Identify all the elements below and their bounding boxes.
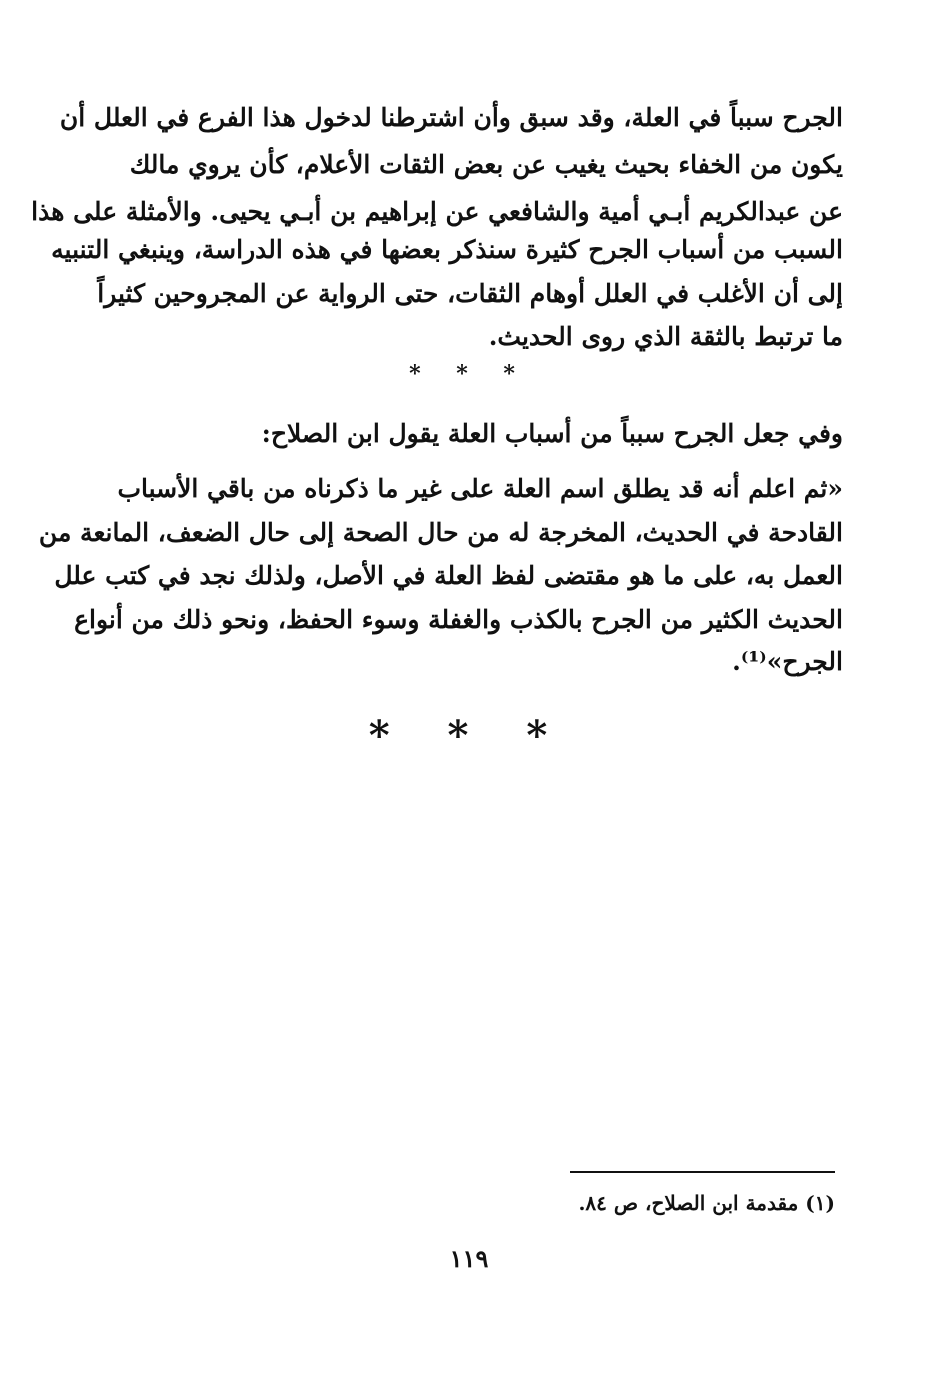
footnote: (١) مقدمة ابن الصلاح، ص ٨٤. (578, 1191, 835, 1215)
quote-line: الجرح»⁽¹⁾. (732, 647, 843, 676)
paragraph1-line: الجرح سبباً في العلة، وقد سبق وأن اشترطنا لدخول هذا الفرع في العلل أن (59, 103, 843, 132)
quote-line: القادحة في الحديث، المخرجة له من حال الصحة إلى حال الضعف، المانعة من (38, 518, 843, 547)
footnote-rule (570, 1171, 835, 1173)
paragraph1-line: يكون من الخفاء بحيث يغيب عن بعض الثقات الأعلام، كأن يروي مالك (129, 150, 843, 179)
paragraph1-line: ما ترتبط بالثقة الذي روى الحديث. (488, 322, 843, 351)
page-number: ١١٩ (449, 1244, 489, 1273)
intro-line: وفي جعل الجرح سبباً من أسباب العلة يقول ابن الصلاح: (261, 419, 843, 448)
quote-line: «ثم اعلم أنه قد يطلق اسم العلة على غير ما ذكرناه من باقي الأسباب (117, 474, 843, 503)
section-separator-large: * * * (368, 712, 570, 759)
paragraph1-line: إلى أن الأغلب في العلل أوهام الثقات، حتى الرواية عن المجروحين كثيراً (97, 279, 843, 308)
section-separator-small: * * * (409, 361, 529, 387)
quote-line: الحديث الكثير من الجرح بالكذب والغفلة وسوء الحفظ، ونحو ذلك من أنواع (74, 605, 843, 634)
paragraph1-line: السبب من أسباب الجرح كثيرة سنذكر بعضها في هذه الدراسة، وينبغي التنبيه (51, 235, 843, 264)
paragraph1-line: عن عبدالكريم أبـي أمية والشافعي عن إبراهيم بن أبـي يحيى. والأمثلة على هذا (31, 197, 843, 226)
quote-line: العمل به، على ما هو مقتضى لفظ العلة في الأصل، ولذلك نجد في كتب علل (54, 561, 843, 590)
